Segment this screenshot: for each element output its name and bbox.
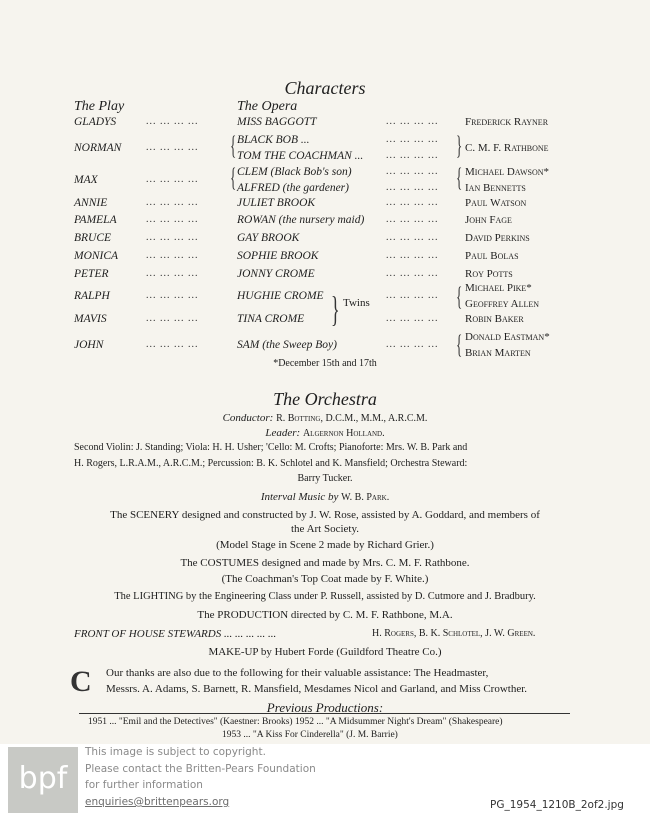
- copyright-line-1: This image is subject to copyright.: [85, 746, 266, 758]
- actor-name: Frederick Rayner: [465, 116, 549, 128]
- cast-row: [74, 214, 574, 230]
- image-filename: PG_1954_1210B_2of2.jpg: [490, 799, 624, 811]
- opera-character: ALFRED (the gardener): [237, 182, 349, 194]
- leader-dots: ... ... ... ...: [386, 268, 439, 279]
- orchestra-line-3: Barry Tucker.: [297, 473, 353, 484]
- leader-dots: ... ... ... ...: [386, 313, 439, 324]
- coachman-coat-line: (The Coachman's Top Coat made by F. White.): [221, 573, 429, 585]
- play-character: PETER: [74, 268, 109, 280]
- previous-productions-title: Previous Productions:: [266, 700, 384, 715]
- cast-row: [74, 134, 574, 162]
- interval-line: Interval Music by W. B. Park.: [260, 491, 390, 503]
- characters-heading: Characters: [284, 78, 366, 98]
- play-character: NORMAN: [74, 142, 122, 154]
- previous-line-2: 1953 ... "A Kiss For Cinderella" (J. M. Barrie): [222, 730, 398, 740]
- leader-dots: ... ... ... ...: [146, 174, 199, 185]
- actor-name: John Fage: [465, 214, 512, 226]
- leader-dots: ... ... ... ...: [386, 339, 439, 350]
- play-character: MONICA: [74, 250, 119, 262]
- leader-dots: ... ... ... ...: [146, 214, 199, 225]
- leader-dots: ... ... ... ...: [146, 232, 199, 243]
- actor-name: Paul Bolas: [465, 250, 519, 262]
- play-character: JOHN: [74, 339, 104, 351]
- thanks-line-1: Our thanks are also due to the following for their valuable assistance: The Headmaster,: [106, 667, 489, 679]
- leader-dots: ... ... ... ...: [386, 166, 439, 177]
- opera-character: SOPHIE BROOK: [237, 250, 319, 262]
- scenery-line-2: the Art Society.: [290, 523, 360, 535]
- opera-character: CLEM (Black Bob's son): [237, 166, 352, 178]
- opera-character: TOM THE COACHMAN ...: [237, 150, 364, 162]
- play-character: PAMELA: [74, 214, 117, 226]
- actor-name: Paul Watson: [465, 197, 527, 209]
- cast-row: [74, 282, 574, 310]
- opera-character: TINA CROME: [237, 313, 305, 325]
- leader-dots: ... ... ... ...: [386, 182, 439, 193]
- cast-row: [74, 116, 574, 132]
- leader-dots: ... ... ... ...: [146, 142, 199, 153]
- copyright-line-3: for further information: [85, 779, 203, 791]
- model-stage-line: (Model Stage in Scene 2 made by Richard Grier.): [216, 539, 434, 551]
- leader-dots: ... ... ... ...: [386, 116, 439, 127]
- actor-name: Ian Bennetts: [465, 182, 526, 194]
- leader-dots: ... ... ... ...: [146, 290, 199, 301]
- brace-norman: {: [230, 131, 237, 160]
- brace-max-actor: {: [456, 163, 463, 192]
- opera-character: ROWAN (the nursery maid): [237, 214, 365, 226]
- foh-names: H. Rogers, B. K. Schlotel, J. W. Green.: [372, 628, 536, 639]
- copyright-line-2: Please contact the Britten-Pears Foundation: [85, 763, 316, 775]
- actor-name: Robin Baker: [465, 313, 524, 325]
- leader-dots: ... ... ... ...: [146, 268, 199, 279]
- actor-name: Geoffrey Allen: [465, 298, 540, 310]
- opera-character: JONNY CROME: [237, 268, 315, 280]
- orchestra-heading: The Orchestra: [273, 389, 377, 409]
- leader-dots: ... ... ... ...: [386, 232, 439, 243]
- leader-dots: ... ... ... ...: [146, 250, 199, 261]
- play-character: MAX: [74, 174, 98, 186]
- leader-dots: ... ... ... ...: [386, 290, 439, 301]
- actor-name: Roy Potts: [465, 268, 513, 280]
- opera-character: MISS BAGGOTT: [237, 116, 317, 128]
- leader-dots: ... ... ... ...: [146, 313, 199, 324]
- opera-character: GAY BROOK: [237, 232, 300, 244]
- contact-email-link[interactable]: enquiries@brittenpears.org: [85, 796, 230, 808]
- brace-john-actor: {: [456, 330, 463, 359]
- brace-max: {: [230, 163, 237, 192]
- leader-dots: ... ... ... ...: [386, 250, 439, 261]
- opera-character: BLACK BOB ...: [237, 134, 310, 146]
- opera-character: JULIET BROOK: [237, 197, 316, 209]
- play-character: GLADYS: [74, 116, 117, 128]
- cast-row: [74, 232, 574, 248]
- thanks-line-2: Messrs. A. Adams, S. Barnett, R. Mansfield, Mesdames Nicol and Garland, and Miss Crowther.: [106, 683, 528, 695]
- leader-dots: ... ... ... ...: [146, 116, 199, 127]
- orchestra-line-1: Second Violin: J. Standing; Viola: H. H. Usher; 'Cello: M. Crofts; Pianoforte: Mrs. W. B. Park and: [74, 442, 468, 453]
- cast-row: [74, 166, 574, 194]
- foh-label: FRONT OF HOUSE STEWARDS ... ... ... ... ...: [74, 628, 277, 640]
- lighting-line: The LIGHTING by the Engineering Class under P. Russell, assisted by D. Cutmore and J. Bradbury.: [114, 591, 536, 602]
- actor-name: David Perkins: [465, 232, 530, 244]
- thanks-ornament: C: [70, 665, 92, 698]
- play-column-header: The Play: [74, 99, 125, 114]
- costumes-line: The COSTUMES designed and made by Mrs. C. M. F. Rathbone.: [180, 557, 470, 569]
- production-line: The PRODUCTION directed by C. M. F. Rathbone, M.A.: [197, 609, 453, 621]
- cast-row: [74, 331, 574, 359]
- previous-line-1: 1951 ... "Emil and the Detectives" (Kaestner: Brooks) 1952 ... "A Midsummer Night's Dream" (Shakespeare): [88, 717, 503, 727]
- twins-label: Twins: [343, 297, 370, 309]
- play-character: ANNIE: [74, 197, 108, 209]
- actor-name: Michael Pike*: [465, 282, 532, 294]
- leader-dots: ... ... ... ...: [386, 214, 439, 225]
- leader-dots: ... ... ... ...: [386, 134, 439, 145]
- cast-row: [74, 313, 574, 329]
- leader-dots: ... ... ... ...: [146, 197, 199, 208]
- play-character: BRUCE: [74, 232, 112, 244]
- leader-dots: ... ... ... ...: [386, 150, 439, 161]
- play-character: MAVIS: [74, 313, 107, 325]
- performance-note: *December 15th and 17th: [273, 358, 377, 369]
- makeup-line: MAKE-UP by Hubert Forde (Guildford Theatre Co.): [208, 646, 442, 658]
- bpf-logo: bpf: [8, 747, 78, 813]
- orchestra-line-2: H. Rogers, L.R.A.M., A.R.C.M.; Percussion: B. K. Schlotel and K. Mansfield; Orchestra Steward:: [74, 458, 468, 469]
- actor-name: Donald Eastman*: [465, 331, 550, 343]
- conductor-line: Conductor: R. Botting, D.C.M., M.M., A.R.C.M.: [222, 412, 428, 424]
- brace-twins: }: [331, 289, 340, 329]
- brace-norman-actor: }: [456, 131, 463, 160]
- leader-line: Leader: Algernon Holland.: [265, 427, 385, 439]
- cast-row: [74, 197, 574, 213]
- play-character: RALPH: [74, 290, 110, 302]
- actor-name: Brian Marten: [465, 347, 531, 359]
- cast-row: [74, 250, 574, 266]
- actor-name: C. M. F. Rathbone: [465, 142, 549, 154]
- leader-dots: ... ... ... ...: [146, 339, 199, 350]
- opera-column-header: The Opera: [237, 99, 298, 114]
- actor-name: Michael Dawson*: [465, 166, 549, 178]
- opera-character: HUGHIE CROME: [237, 290, 324, 302]
- scenery-line-1: The SCENERY designed and constructed by J. W. Rose, assisted by A. Goddard, and members of: [110, 509, 540, 521]
- leader-dots: ... ... ... ...: [386, 197, 439, 208]
- brace-ralph-actor: {: [456, 282, 463, 311]
- opera-character: SAM (the Sweep Boy): [237, 339, 337, 351]
